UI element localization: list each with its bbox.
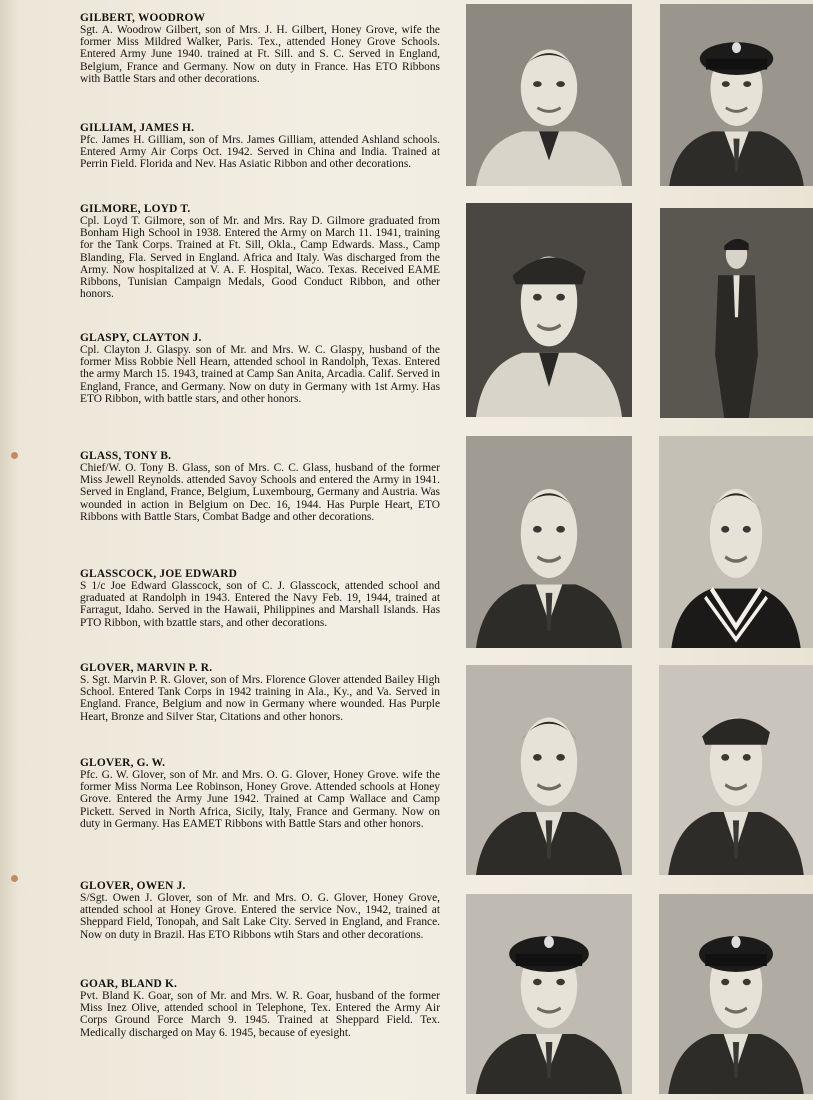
entry-bio: Pfc. G. W. Glover, son of Mr. and Mrs. O. G. Glover, Honey Grove. wife the former Miss Norma Lee Robinson, Honey Grove. Attended schools at Honey Grove. Entered the Army June 1942. Trained at Camp Wallace and Camp Pickett. Served in North Africa, Sicily, Italy, France and Germany. Now on duty in Germany. Has EAMET Ribbons with Battle Stars and other honors. <box>80 769 440 830</box>
entry-bio: Chief/W. O. Tony B. Glass, son of Mrs. C. C. Glass, husband of the former Miss Jewell Reynolds. attended Savoy Schools and entered the Army in 1941. Served in England, France, Belgium, Luxembourg, Germany and Austria. Was wounded in action in Belgium on Dec. 16, 1944. Has Purple Heart, ETO Ribbons with Battle Stars, Combat Badge and other decorations. <box>80 462 440 523</box>
portrait-photo <box>659 894 813 1094</box>
entry-bio: Cpl. Loyd T. Gilmore, son of Mr. and Mrs. Ray D. Gilmore graduated from Bonham High School in 1938. Entered the Army on March 11. 1941, training for the Tank Corps. Trained at Ft. Sill, Okla., Camp Edwards. Mass., Camp Blanding, Fla. Served in England. Africa and Italy. Was discharged from the Army. Now hospitalized at V. A. F. Hospital, Waco. Texas. Received EAME Ribbons, Tunisian Campaign Medals, Good Conduct Ribbon, and other honors. <box>80 215 440 301</box>
entry-glover-marvin <box>80 662 440 723</box>
entry-name: GILLIAM, JAMES H. <box>80 122 195 134</box>
entry-name: GLOVER, OWEN J. <box>80 880 186 892</box>
portrait-photo <box>660 4 813 186</box>
entry-name: GLASPY, CLAYTON J. <box>80 332 202 344</box>
portrait-photo <box>466 436 632 648</box>
entry-name: GILMORE, LOYD T. <box>80 203 191 215</box>
entry-name: GOAR, BLAND K. <box>80 978 178 990</box>
entry-bio: Pfc. James H. Gilliam, son of Mrs. James Gilliam, attended Ashland schools. Entered Army Air Corps Oct. 1942. Served in China and India. Trained at Perrin Field. Florida and Nev. Has Asiatic Ribbon and other decorations. <box>80 134 440 171</box>
entry-name: GLASS, TONY B. <box>80 450 172 462</box>
portrait-photo <box>660 208 813 418</box>
entry-goar <box>80 978 440 1039</box>
entry-name: GLASSCOCK, JOE EDWARD <box>80 568 238 580</box>
entry-gilliam <box>80 122 440 171</box>
entry-bio: S. Sgt. Marvin P. R. Glover, son of Mrs. Florence Glover attended Bailey High School. Entered Tank Corps in 1942 training in Ala., Ky., and Va. Served in England. France, Belgium and now in Germany where wounded. Has Purple Heart, Bronze and Silver Star, Citations and other honors. <box>80 674 440 723</box>
entry-glasscock <box>80 568 440 629</box>
portrait-image <box>466 894 632 1094</box>
entry-glover-gw <box>80 757 440 830</box>
entry-name: GILBERT, WOODROW <box>80 12 206 24</box>
portrait-image <box>660 208 813 418</box>
portrait-photo <box>466 203 632 417</box>
entry-bio: S/Sgt. Owen J. Glover, son of Mr. and Mrs. O. G. Glover, Honey Grove, attended school at Honey Grove. Entered the service Nov., 1942, trained at Sheppard Field, Tonopah, and Salt Lake City. Served in England, and France. Now on duty in Brazil. Has ETO Ribbons wtih Stars and other decorations. <box>80 892 440 941</box>
portrait-image <box>659 665 813 875</box>
portrait-image <box>659 436 813 648</box>
portrait-image <box>659 894 813 1094</box>
portrait-photo <box>659 436 813 648</box>
portrait-image <box>660 4 813 186</box>
portrait-image <box>466 436 632 648</box>
portrait-photo <box>466 665 632 875</box>
portrait-image <box>466 665 632 875</box>
portrait-photo <box>466 4 632 186</box>
entry-glover-owen <box>80 880 440 941</box>
entry-glaspy <box>80 332 440 405</box>
entry-gilmore <box>80 203 440 300</box>
portrait-image <box>466 4 632 186</box>
entry-gilbert <box>80 12 440 85</box>
entry-glass <box>80 450 440 523</box>
entry-bio: S 1/c Joe Edward Glasscock, son of C. J. Glasscock, attended school and graduated at Randolph in 1943. Entered the Navy Feb. 19, 1944, trained at Farragut, Idaho. Served in the Hawaii, Philippines and Marshall Islands. Has PTO Ribbon, with bzattle stars, and other decorations. <box>80 580 440 629</box>
portrait-image <box>466 203 632 417</box>
entry-bio: Pvt. Bland K. Goar, son of Mr. and Mrs. W. R. Goar, husband of the former Miss Inez Olive, attended school in Telephone, Tex. Entered the Army Air Corps Ground Force March 9. 1945. Trained at Sheppard Field. Tex. Medically discharged on May 6. 1945, because of eyesight. <box>80 990 440 1039</box>
entry-bio: Sgt. A. Woodrow Gilbert, son of Mrs. J. H. Gilbert, Honey Grove, wife the former Miss Mildred Walker, Paris. Tex., attended Honey Grove Schools. Entered Army June 1940. trained at Ft. Sill. and S. C. Served in England, Belgium, France and Germany. Now on duty in France. Has ETO Ribbons with Battle Stars and other decorations. <box>80 24 440 85</box>
entry-name: GLOVER, MARVIN P. R. <box>80 662 213 674</box>
entry-name: GLOVER, G. W. <box>80 757 166 769</box>
portrait-photo <box>659 665 813 875</box>
portrait-photo <box>466 894 632 1094</box>
entry-bio: Cpl. Clayton J. Glaspy. son of Mr. and Mrs. W. C. Glaspy, husband of the former Miss Robbie Nell Hearn, attended school in Randolph, Texas. Entered the army March 15. 1943, trained at Camp San Anita, Arcadia. Calif. Served in England, France, and Germany. Now on duty in Germany with 1st Army. Has ETO Ribbon, with battle stars, and other honors. <box>80 344 440 405</box>
